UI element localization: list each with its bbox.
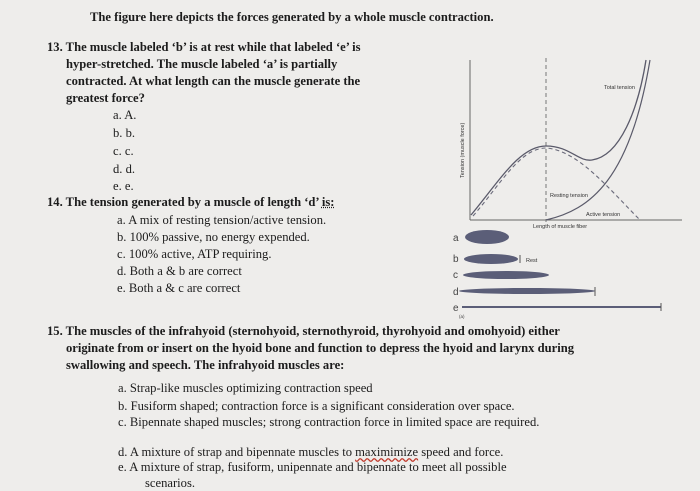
y-axis-label: Tension (muscle force) xyxy=(460,122,466,178)
q15-option-b[interactable]: b. Fusiform shaped; contraction force is a significant consideration over space. xyxy=(118,399,515,413)
muscle-label-c: c xyxy=(453,270,458,281)
q13-line: 13. The muscle labeled ‘b’ is at rest while that labeled ‘e’ is xyxy=(47,40,361,54)
q13-option-b[interactable]: b. b. xyxy=(113,126,136,140)
q13-option-d[interactable]: d. d. xyxy=(113,162,136,176)
q15-line: originate from or insert on the hyoid bone and function to depress the hyoid and larynx during xyxy=(66,341,575,355)
q13-line: contracted. At what length can the muscle generate the xyxy=(66,74,361,88)
q15-d-text-end: speed and force. xyxy=(418,445,504,459)
q15-option-d[interactable] xyxy=(118,444,503,460)
q15-option-c[interactable]: c. Bipennate shaped muscles; strong contraction force in limited space are required. xyxy=(118,415,540,429)
q15-d-misspelled: maximimize xyxy=(355,445,419,459)
q13-line: hyper-stretched. The muscle labeled ‘a’ is partially xyxy=(66,57,338,71)
muscle-label-b: b xyxy=(453,254,459,265)
muscle-a xyxy=(465,230,509,244)
muscle-b xyxy=(464,254,518,264)
q14-stem-end: is: xyxy=(321,195,335,209)
resting-tension-label: Resting tension xyxy=(550,193,588,199)
q15-option-e[interactable]: e. A mixture of strap, fusiform, unipennate and bipennate to meet all possible xyxy=(118,460,507,474)
total-tension-curve xyxy=(471,60,646,215)
worksheet-title: The figure here depicts the forces generated by a whole muscle contraction. xyxy=(90,10,494,24)
panel-label: (a) xyxy=(459,314,465,319)
q13-line: greatest force? xyxy=(66,91,145,105)
q13-option-c[interactable]: c. c. xyxy=(113,144,134,158)
x-axis-label: Length of muscle fiber xyxy=(533,224,588,230)
muscle-diagrams xyxy=(453,230,661,319)
q14-option-a[interactable]: a. A mix of resting tension/active tension. xyxy=(117,213,327,227)
q14-option-c[interactable]: c. 100% active, ATP requiring. xyxy=(117,247,272,261)
q15-line: swallowing and speech. The infrahyoid muscles are: xyxy=(66,358,345,372)
q15-option-a[interactable]: a. Strap-like muscles optimizing contraction speed xyxy=(118,381,373,395)
q14-option-d[interactable]: d. Both a & b are correct xyxy=(117,264,242,278)
muscle-label-a: a xyxy=(453,233,459,244)
muscle-d xyxy=(459,288,595,294)
muscle-label-d: d xyxy=(453,287,459,298)
q14-stem xyxy=(47,194,334,210)
muscle-c xyxy=(463,271,549,279)
q14-stem-text: 14. The tension generated by a muscle of length ‘d’ xyxy=(47,195,319,209)
q13-option-a[interactable]: a. A. xyxy=(113,108,137,122)
q14-option-e[interactable]: e. Both a & c are correct xyxy=(117,281,241,295)
active-tension-curve xyxy=(473,148,640,220)
q13-option-e[interactable]: e. e. xyxy=(113,179,134,193)
q15-line: 15. The muscles of the infrahyoid (sternohyoid, sternothyroid, thyrohyoid and omohyoid) either xyxy=(47,324,560,338)
q14-option-b[interactable]: b. 100% passive, no energy expended. xyxy=(117,230,310,244)
muscle-label-e: e xyxy=(453,303,459,314)
q15-d-text: d. A mixture of strap and bipennate muscles to xyxy=(118,445,356,459)
total-tension-label: Total tension xyxy=(604,85,635,91)
active-tension-label: Active tension xyxy=(586,212,621,218)
q15-option-e-cont: scenarios. xyxy=(145,476,196,490)
rest-label: Rest xyxy=(526,258,538,264)
